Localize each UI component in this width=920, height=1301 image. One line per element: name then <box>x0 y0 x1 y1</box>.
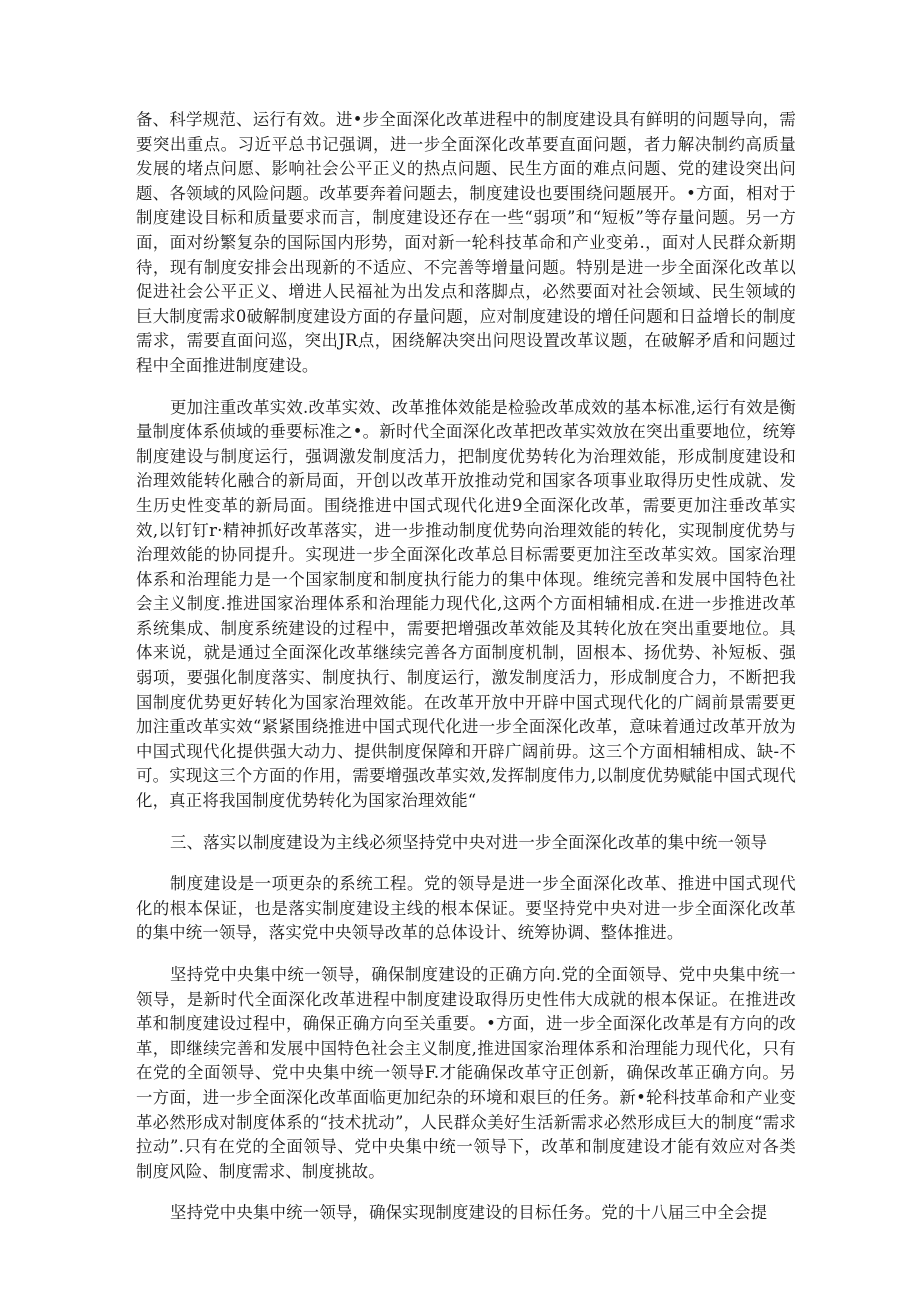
section-paragraph-1: 制度建设是一项更杂的系统工程。党的领导是进一步全面深化改革、推进中国式现代化的根本保证，也是落实制度建设主线的根本保证。要坚持党中央对进一步全面深化改革的集中统一领导，落实党中央领导改革的总体设计、统筹协调、整体推进。 <box>136 874 796 943</box>
body-paragraph-2: 更加注重改革实效.改革实效、改革推体效能是检验改革成效的基本标准,运行有效是衡量制度体系侦域的垂要标准之•。新时代全面深化改革把改革实效放在突出重要地位，统筹制度建设与制度运行，强调激发制度活力，把制度优势转化为治理效能，形成制度建设和治理效能转化融合的新局面，开创以改革开放推动党和国家各项事业取得历史性成就、发生历史性变革的新局面。围绕推进中国式现代化进9全面深化改革，需要更加注垂改革实效,以钉钉r·精神抓好改革落实，进一步推动制度优势向治理效能的转化，实现制度优势与治理效能的协同提升。实现进一步全面深化改革总目标需要更加注至改革实效。国家治理体系和治理能力是一个国家制度和制度执行能力的集中体现。维统完善和发展中国特色社会主义制度.推进国家治理体系和治理能力现代化,这两个方面相辅相成.在进一步推进改革系统集成、制度系统建设的过程中，需要把增强改革效能及其转化放在突出重要地位。具体来说，就是通过全面深化改革继续完善各方面制度机制，固根本、扬优势、补短板、强弱项，要强化制度落实、制度执行、制度运行，激发制度活力，形成制度合力，不断把我国制度优势更好转化为国家治理效能。在改革开放中开辟中国式现代化的广阔前景需要更加注重改革实效“紧紧围绕推进中国式现代化进一步全面深化改革，意味着通过改革开放为中国式现代化提供强大动力、提供制度保障和开辟广阔前毋。这三个方面相辅相成、缺-不可。实现这三个方面的作用，需要增强改革实效,发挥制度伟力,以制度优势赋能中国式现代化，真正将我国制度优势转化为国家治理效能“ <box>136 397 796 811</box>
section-heading: 三、落实以制度建设为主线必须坚持党中央对进一步全面深化改革的集中统一领导 <box>170 832 768 852</box>
section-paragraph-3: 坚持党中央集中统一领导，确保实现制度建设的目标任务。党的十八届三中全会提 <box>170 1203 768 1223</box>
document-page <box>136 108 796 1226</box>
section-paragraph-2: 坚持党中央集中统一领导，确保制度建设的正确方向.党的全面领导、党中央集中统一领导，是新时代全面深化改革进程中制度建设取得历史性伟大成就的根本保证。在推进改革和制度建设过程中，确保正确方向至关重要。•方面，进一步全面深化改革是有方向的改革，即继续完善和发展中国特色社会主义制度,推进国家治理体系和治理能力现代化，只有在党的全面领导、党中央集中统一领导F.才能确保改革守正创新，确保改革正确方向。另一方面，进一步全面深化改革面临更加纪杂的环境和艰巨的任务。新•轮科技革命和产业变革必然形成对制度体系的“技术扰动”，人民群众美好生活新需求必然形成巨大的制度“需求拉动”.只有在党的全面领导、党中央集中统一领导下，改革和制度建设才能有效应对各类制度风险、制度需求、制度挑故。 <box>136 965 796 1181</box>
body-paragraph-1: 备、科学规范、运行有效。进•步全面深化改革进程中的制度建设具有鲜明的问题导向，需要突出重点。习近平总书记强调，进一步全面深化改革要直面问题，者力解决制约高质量发展的堵点问愿、影响社会公平正义的热点问题、民生方面的难点问题、党的建设突出问题、各领域的风险问题。改革要奔着问题去，制度建设也要围绕问题展开。•方面，相对于制度建设目标和质量要求而言，制度建设还存在一些“弱项”和“短板”等存量问题。另一方面，面对纷繁复杂的国际国内形势，面对新一轮科技革命和产业变弟.，面对人民群众新期待，现有制度安排会出现新的不适应、不完善等增量问题。特别是进一步全面深化改革以促进社会公平正义、增进人民福祉为出发点和落脚点，必然要面对社会领域、民生领域的巨大制度需求0破解制度建设方面的存量问题，应对制度建设的增任问题和日益增长的制度需求，需要直面问巡，突出JR点，困绕解决突出问咫设置改革议题，在破解矛盾和问题过程中全面推进制度建设。 <box>136 110 796 375</box>
